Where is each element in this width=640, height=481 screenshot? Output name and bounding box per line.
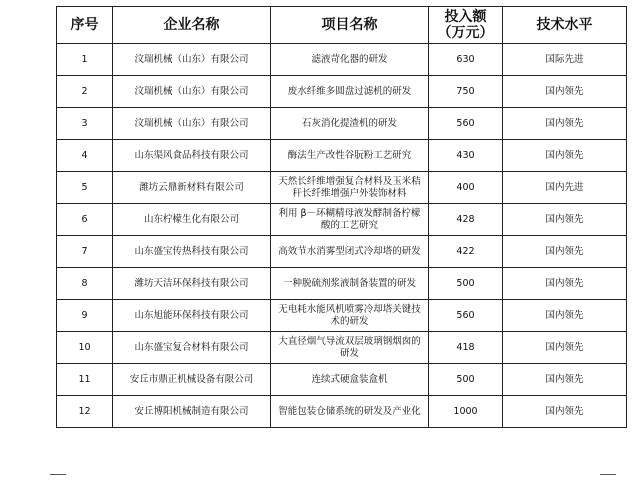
table-row	[57, 300, 627, 332]
header-investment	[429, 7, 503, 44]
table-row	[57, 108, 627, 140]
cell-investment: 500	[429, 364, 503, 396]
header-company: 企业名称	[113, 7, 271, 44]
cell-project: 利用 β－环糊精母液发酵制备柠檬酸的工艺研究	[271, 204, 429, 236]
cell-level: 国内领先	[503, 204, 627, 236]
cell-company: 山东盛宝复合材料有限公司	[113, 332, 271, 364]
table-row	[57, 332, 627, 364]
cell-level: 国内领先	[503, 300, 627, 332]
cell-investment: 560	[429, 108, 503, 140]
cell-company: 安丘市鼎正机械设备有限公司	[113, 364, 271, 396]
cell-company: 山东旭能环保科技有限公司	[113, 300, 271, 332]
cell-investment: 560	[429, 300, 503, 332]
cell-investment: 418	[429, 332, 503, 364]
table-row	[57, 268, 627, 300]
header-seq: 序号	[57, 7, 113, 44]
cell-project: 连续式硬盒装盒机	[271, 364, 429, 396]
table-row	[57, 140, 627, 172]
cell-level: 国内领先	[503, 108, 627, 140]
table-row	[57, 396, 627, 428]
cell-company: 汶瑞机械（山东）有限公司	[113, 44, 271, 76]
table-row	[57, 76, 627, 108]
cell-company: 汶瑞机械（山东）有限公司	[113, 108, 271, 140]
cell-level: 国内领先	[503, 236, 627, 268]
cell-seq: 11	[57, 364, 113, 396]
table-row	[57, 236, 627, 268]
table-body	[57, 44, 627, 428]
cell-seq: 12	[57, 396, 113, 428]
cell-project: 酶法生产改性谷朊粉工艺研究	[271, 140, 429, 172]
cell-project: 石灰消化提渣机的研发	[271, 108, 429, 140]
cell-level: 国际先进	[503, 44, 627, 76]
cell-project: 滤液苛化器的研发	[271, 44, 429, 76]
cell-seq: 4	[57, 140, 113, 172]
cell-project: 大直径烟气导流双层玻璃钢烟囱的研发	[271, 332, 429, 364]
header-investment-line1: 投入额	[444, 9, 487, 25]
cell-seq: 2	[57, 76, 113, 108]
cell-seq: 5	[57, 172, 113, 204]
cell-investment: 422	[429, 236, 503, 268]
cell-investment: 1000	[429, 396, 503, 428]
cell-project: 高效节水消雾型闭式冷却塔的研发	[271, 236, 429, 268]
table-row	[57, 44, 627, 76]
cell-investment: 630	[429, 44, 503, 76]
cell-investment: 428	[429, 204, 503, 236]
cell-project: 无电耗水能风机喷雾冷却塔关键技术的研发	[271, 300, 429, 332]
cell-project: 一种脱硫剂浆液制备装置的研发	[271, 268, 429, 300]
cell-project: 智能包装仓储系统的研发及产业化	[271, 396, 429, 428]
cell-company: 山东渠风食品科技有限公司	[113, 140, 271, 172]
cell-company: 汶瑞机械（山东）有限公司	[113, 76, 271, 108]
project-table	[56, 6, 627, 428]
header-investment-line2: （万元）	[437, 25, 494, 41]
header-level: 技术水平	[503, 7, 627, 44]
cell-level: 国内领先	[503, 396, 627, 428]
cell-seq: 1	[57, 44, 113, 76]
cell-level: 国内领先	[503, 140, 627, 172]
cell-seq: 3	[57, 108, 113, 140]
table-row	[57, 172, 627, 204]
cell-investment: 750	[429, 76, 503, 108]
cell-company: 安丘博阳机械制造有限公司	[113, 396, 271, 428]
header-project: 项目名称	[271, 7, 429, 44]
table-row	[57, 204, 627, 236]
cell-company: 山东盛宝传热科技有限公司	[113, 236, 271, 268]
cell-investment: 500	[429, 268, 503, 300]
cell-seq: 8	[57, 268, 113, 300]
cell-project: 废水纤维多圆盘过滤机的研发	[271, 76, 429, 108]
cell-company: 潍坊云鼎新材料有限公司	[113, 172, 271, 204]
cell-seq: 9	[57, 300, 113, 332]
cell-seq: 7	[57, 236, 113, 268]
cell-investment: 400	[429, 172, 503, 204]
cell-seq: 10	[57, 332, 113, 364]
cell-level: 国内领先	[503, 76, 627, 108]
cell-investment: 430	[429, 140, 503, 172]
cell-level: 国内先进	[503, 172, 627, 204]
cell-level: 国内领先	[503, 332, 627, 364]
cell-level: 国内领先	[503, 268, 627, 300]
cell-company: 潍坊天洁环保科技有限公司	[113, 268, 271, 300]
cell-level: 国内领先	[503, 364, 627, 396]
cell-project: 天然长纤维增强复合材料及玉米秸秆长纤维增强户外装饰材料	[271, 172, 429, 204]
header-row	[57, 7, 627, 44]
table-row	[57, 364, 627, 396]
cell-company: 山东柠檬生化有限公司	[113, 204, 271, 236]
cell-seq: 6	[57, 204, 113, 236]
